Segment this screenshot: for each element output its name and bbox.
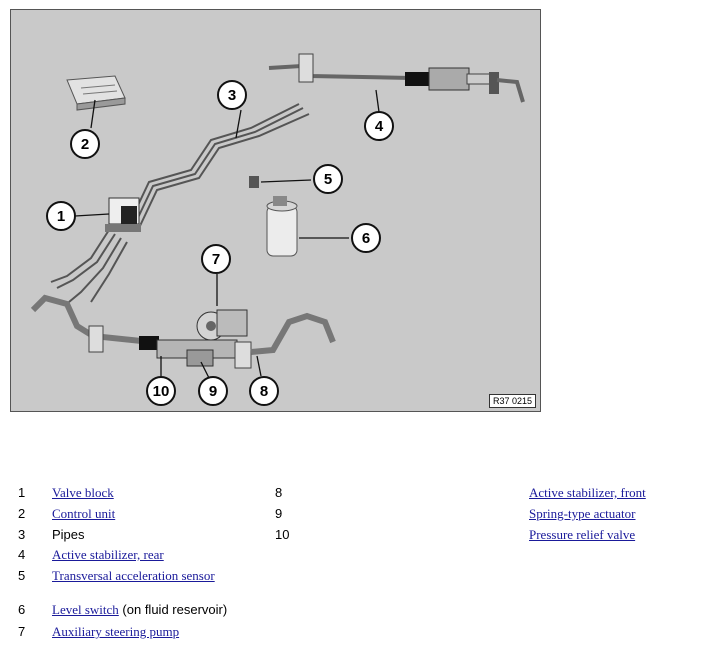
callout-3: 3 (217, 80, 247, 110)
legend-number: 7 (18, 624, 26, 639)
fluid-reservoir-drawing (267, 196, 297, 256)
callout-5: 5 (313, 164, 343, 194)
legend-note: (on fluid reservoir) (122, 602, 228, 617)
legend-number: 6 (18, 602, 26, 617)
legend-link-control-unit[interactable]: Control unit (52, 506, 116, 521)
callout-9: 9 (198, 376, 228, 406)
legend-link-valve-block[interactable]: Valve block (52, 485, 114, 500)
front-stabilizer-drawing (33, 298, 333, 368)
legend-link-level-switch[interactable]: Level switch (52, 602, 119, 617)
legend-text-pipes: Pipes (52, 527, 85, 542)
legend-link-transversal-acceleration-sensor[interactable]: Transversal acceleration sensor (52, 568, 215, 583)
callout-6: 6 (351, 223, 381, 253)
component-illustration (11, 10, 541, 412)
legend-number: 1 (18, 485, 26, 500)
legend-number: 9 (275, 506, 283, 521)
callout-2: 2 (70, 129, 100, 159)
legend-link-active-stabilizer-rear[interactable]: Active stabilizer, rear (52, 547, 164, 562)
legend-number: 8 (275, 485, 283, 500)
figure-reference: R37 0215 (489, 394, 536, 408)
callout-7: 7 (201, 244, 231, 274)
control-unit-drawing (67, 76, 125, 110)
component-diagram (10, 9, 541, 412)
legend-number: 3 (18, 527, 26, 542)
legend-number: 10 (275, 527, 290, 542)
legend-number: 2 (18, 506, 26, 521)
steering-pump-drawing (197, 310, 247, 340)
rear-stabilizer-drawing (269, 54, 523, 102)
callout-1: 1 (46, 201, 76, 231)
legend-link-auxiliary-steering-pump[interactable]: Auxiliary steering pump (52, 624, 180, 639)
callout-4: 4 (364, 111, 394, 141)
callout-8: 8 (249, 376, 279, 406)
legend-link-active-stabilizer-front[interactable]: Active stabilizer, front (529, 485, 646, 500)
valve-block-drawing (105, 198, 141, 232)
legend-link-pressure-relief-valve[interactable]: Pressure relief valve (529, 527, 636, 542)
sensor-drawing (249, 176, 259, 188)
legend-number: 5 (18, 568, 26, 583)
legend-link-spring-type-actuator[interactable]: Spring-type actuator (529, 506, 636, 521)
callout-10: 10 (146, 376, 176, 406)
legend-number: 4 (18, 547, 26, 562)
